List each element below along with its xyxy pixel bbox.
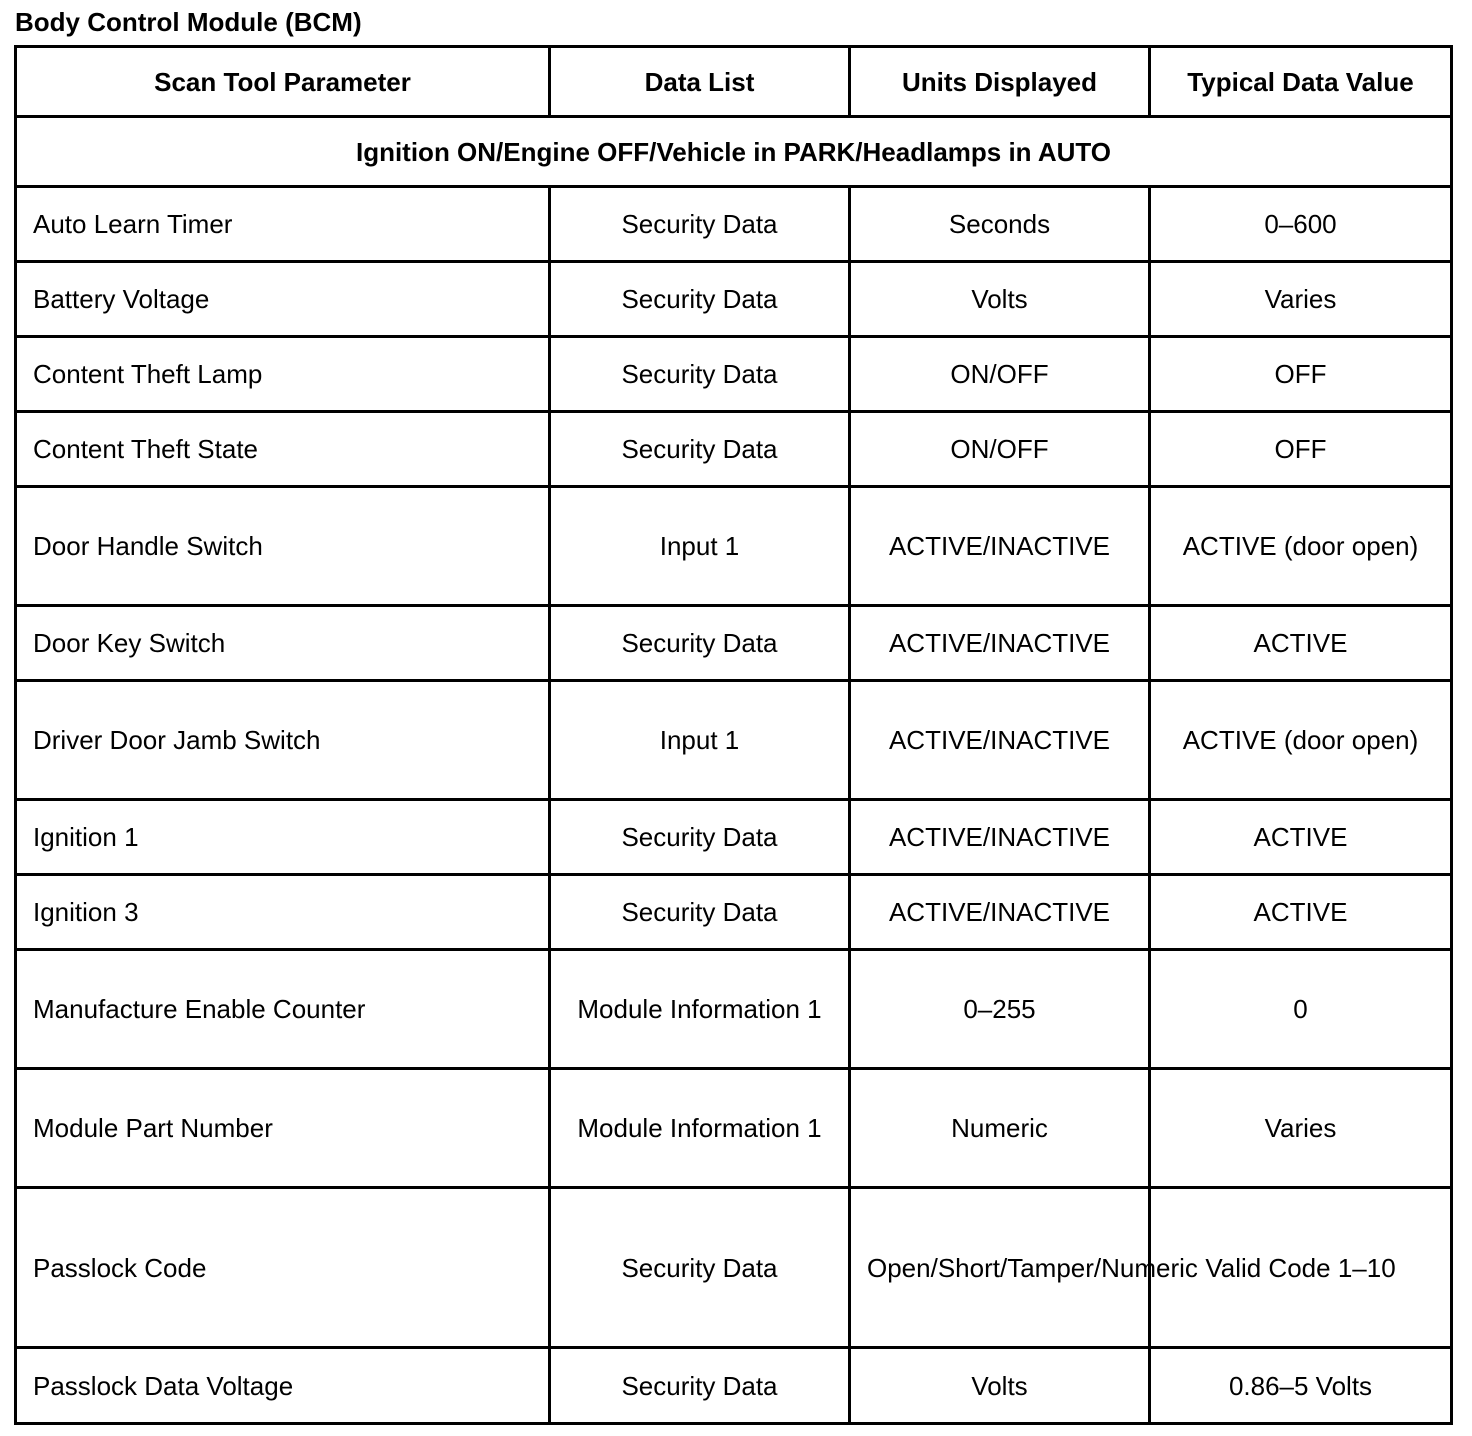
cell-typical: 0.86–5 Volts (1150, 1348, 1452, 1424)
cell-data-list: Input 1 (550, 681, 850, 800)
cell-parameter: Module Part Number (16, 1069, 550, 1188)
cell-data-list: Security Data (550, 800, 850, 875)
cell-parameter: Battery Voltage (16, 262, 550, 337)
cell-typical: ACTIVE (1150, 875, 1452, 950)
table-row (16, 187, 1452, 262)
table-row (16, 337, 1452, 412)
cell-data-list: Module Information 1 (550, 950, 850, 1069)
cell-units: ACTIVE/INACTIVE (850, 875, 1150, 950)
table-row (16, 1069, 1452, 1188)
cell-units: ACTIVE/INACTIVE (850, 800, 1150, 875)
cell-data-list: Security Data (550, 412, 850, 487)
cell-typical: ACTIVE (door open) (1150, 487, 1452, 606)
cell-typical: ACTIVE (1150, 800, 1452, 875)
cell-typical: OFF (1150, 337, 1452, 412)
cell-data-list: Security Data (550, 262, 850, 337)
cell-parameter: Door Key Switch (16, 606, 550, 681)
cell-data-list: Security Data (550, 606, 850, 681)
cell-data-list: Security Data (550, 337, 850, 412)
table-row (16, 606, 1452, 681)
table-row (16, 1188, 1452, 1348)
cell-typical: ACTIVE (1150, 606, 1452, 681)
cell-parameter: Manufacture Enable Counter (16, 950, 550, 1069)
cell-data-list: Security Data (550, 1348, 850, 1424)
table-row (16, 875, 1452, 950)
cell-parameter: Ignition 3 (16, 875, 550, 950)
header-data-list: Data List (550, 47, 850, 117)
cell-units: ON/OFF (850, 412, 1150, 487)
cell-parameter: Content Theft Lamp (16, 337, 550, 412)
cell-data-list: Input 1 (550, 487, 850, 606)
cell-data-list: Module Information 1 (550, 1069, 850, 1188)
table-row (16, 412, 1452, 487)
cell-units: Volts (850, 1348, 1150, 1424)
cell-data-list: Security Data (550, 187, 850, 262)
table-row (16, 1348, 1452, 1424)
cell-data-list: Security Data (550, 1188, 850, 1348)
section-row (16, 117, 1452, 187)
cell-units: ACTIVE/INACTIVE (850, 606, 1150, 681)
cell-parameter: Passlock Code (16, 1188, 550, 1348)
cell-parameter: Content Theft State (16, 412, 550, 487)
header-row (16, 47, 1452, 117)
cell-typical: Varies (1150, 262, 1452, 337)
cell-units: ON/OFF (850, 337, 1150, 412)
cell-units: ACTIVE/INACTIVE (850, 487, 1150, 606)
table-row (16, 262, 1452, 337)
cell-parameter: Door Handle Switch (16, 487, 550, 606)
header-typical-data-value: Typical Data Value (1150, 47, 1452, 117)
header-units-displayed: Units Displayed (850, 47, 1150, 117)
cell-units: Volts (850, 262, 1150, 337)
cell-units: Numeric (850, 1069, 1150, 1188)
cell-data-list: Security Data (550, 875, 850, 950)
cell-parameter: Ignition 1 (16, 800, 550, 875)
cell-units: 0–255 (850, 950, 1150, 1069)
table-row (16, 950, 1452, 1069)
cell-typical: ACTIVE (door open) (1150, 681, 1452, 800)
cell-typical: OFF (1150, 412, 1452, 487)
table-row (16, 487, 1452, 606)
cell-units: ACTIVE/INACTIVE (850, 681, 1150, 800)
cell-parameter: Driver Door Jamb Switch (16, 681, 550, 800)
table-row (16, 681, 1452, 800)
cell-parameter: Auto Learn Timer (16, 187, 550, 262)
cell-units: Open/Short/Tamper/Numeric (850, 1188, 1150, 1348)
cell-parameter: Passlock Data Voltage (16, 1348, 550, 1424)
cell-units: Seconds (850, 187, 1150, 262)
cell-typical: Valid Code 1–10 (1150, 1188, 1452, 1348)
cell-typical: 0 (1150, 950, 1452, 1069)
table-row (16, 800, 1452, 875)
bcm-parameter-table (14, 45, 1453, 1425)
section-condition: Ignition ON/Engine OFF/Vehicle in PARK/Headlamps in AUTO (16, 117, 1452, 187)
cell-typical: Varies (1150, 1069, 1452, 1188)
cell-typical: 0–600 (1150, 187, 1452, 262)
page-title: Body Control Module (BCM) (15, 7, 362, 37)
header-scan-tool-parameter: Scan Tool Parameter (16, 47, 550, 117)
